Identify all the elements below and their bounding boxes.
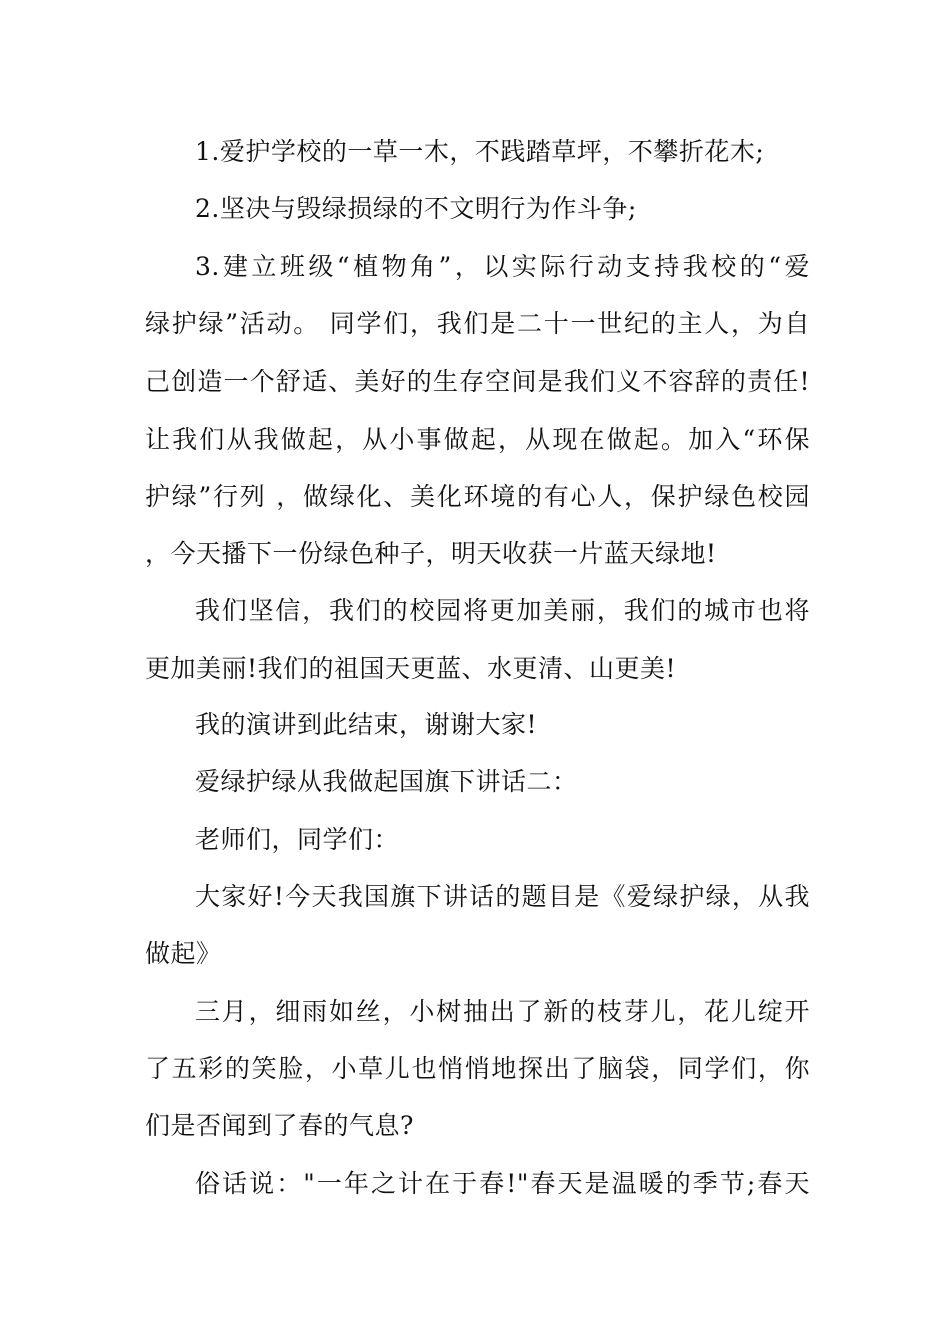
text-line: 更加美丽!我们的祖国天更蓝、水更清、山更美! <box>145 654 677 683</box>
text-line: 绿护绿”活动。 同学们，我们是二十一世纪的主人，为自 <box>145 309 810 338</box>
text-line: 让我们从我做起，从小事做起，从现在做起。加入“环保 <box>145 425 810 454</box>
text-line: 老师们，同学们： <box>195 825 400 854</box>
text-line: 三月，细雨如丝，小树抽出了新的枝芽儿，花儿绽开 <box>195 997 810 1026</box>
text-line: 了五彩的笑脸，小草儿也悄悄地探出了脑袋，同学们，你 <box>145 1054 810 1083</box>
text-line: 做起》 <box>145 939 222 968</box>
text-line: 俗话说："一年之计在于春!"春天是温暖的季节;春天 <box>195 1169 810 1198</box>
text-line: 我们坚信，我们的校园将更加美丽，我们的城市也将 <box>195 596 810 625</box>
text-line: 3.建立班级“植物角”，以实际行动支持我校的“爱 <box>195 252 810 281</box>
text-line: 大家好!今天我国旗下讲话的题目是《爱绿护绿，从我 <box>195 882 810 911</box>
text-line: 1.爱护学校的一草一木，不践踏草坪，不攀折花木; <box>195 137 765 166</box>
text-line: 己创造一个舒适、美好的生存空间是我们义不容辞的责任! <box>145 367 810 396</box>
section-heading: 爱绿护绿从我做起国旗下讲话二： <box>195 767 578 796</box>
text-line: ，今天播下一份绿色种子，明天收获一片蓝天绿地! <box>145 539 717 568</box>
text-line: 护绿”行列 ，做绿化、美化环境的有心人，保护绿色校园 <box>145 482 810 511</box>
text-line: 我的演讲到此结束，谢谢大家! <box>195 710 538 739</box>
text-line: 2.坚决与毁绿损绿的不文明行为作斗争; <box>195 194 637 223</box>
text-line: 们是否闻到了春的气息? <box>145 1111 414 1140</box>
